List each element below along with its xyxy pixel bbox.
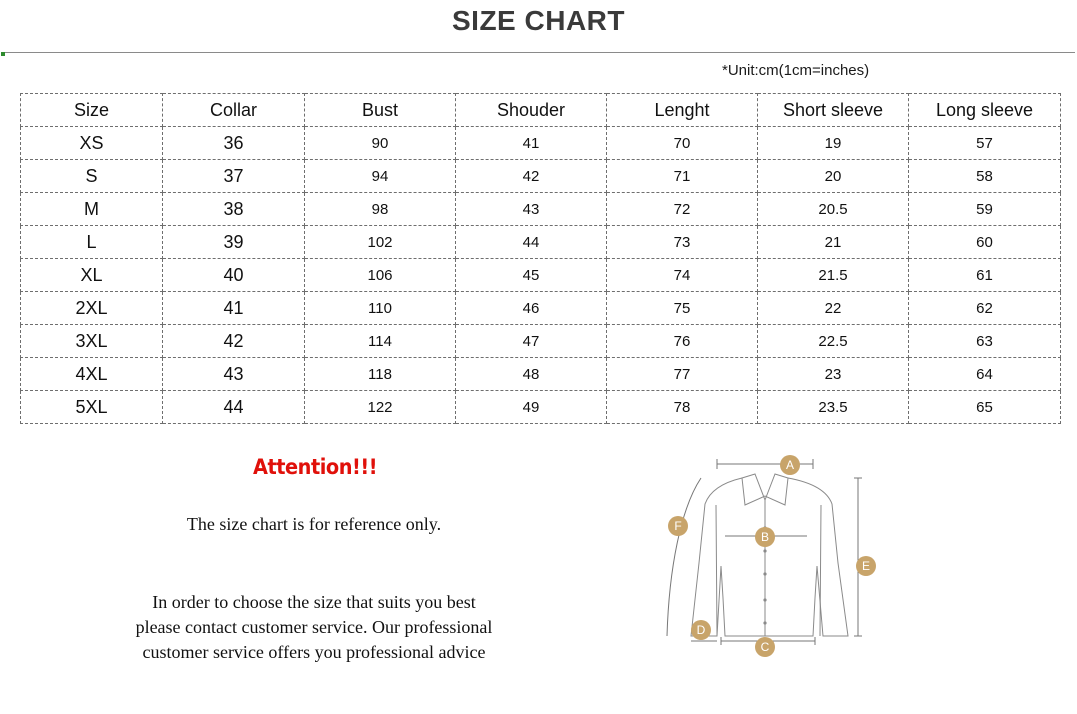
table-cell: 63 xyxy=(909,325,1061,358)
contact-note xyxy=(0,590,628,665)
table-cell: 41 xyxy=(456,127,607,160)
page-title: SIZE CHART xyxy=(452,5,625,36)
table-cell: 98 xyxy=(305,193,456,226)
table-cell: 61 xyxy=(909,259,1061,292)
table-cell: 36 xyxy=(163,127,305,160)
table-cell: 57 xyxy=(909,127,1061,160)
table-cell: 38 xyxy=(163,193,305,226)
table-cell: 43 xyxy=(163,358,305,391)
table-cell: 23.5 xyxy=(758,391,909,424)
marker-a-label: A xyxy=(785,458,795,472)
table-row xyxy=(21,259,1061,292)
marker-b-label: B xyxy=(760,530,770,544)
table-row xyxy=(21,325,1061,358)
title-divider xyxy=(2,52,1075,53)
table-cell: L xyxy=(21,226,163,259)
table-row xyxy=(21,391,1061,424)
corner-mark xyxy=(1,52,5,56)
header-long-sleeve: Long sleeve xyxy=(909,94,1061,127)
table-cell: 43 xyxy=(456,193,607,226)
contact-note-line: please contact customer service. Our professional xyxy=(135,617,493,637)
table-cell: 37 xyxy=(163,160,305,193)
table-row xyxy=(21,127,1061,160)
contact-note-line: In order to choose the size that suits you best xyxy=(152,592,476,612)
table-cell: 48 xyxy=(456,358,607,391)
table-cell: 94 xyxy=(305,160,456,193)
table-cell: 76 xyxy=(607,325,758,358)
table-cell: 3XL xyxy=(21,325,163,358)
header-collar: Collar xyxy=(163,94,305,127)
table-cell: 47 xyxy=(456,325,607,358)
marker-f-label: F xyxy=(674,519,682,533)
table-cell: 49 xyxy=(456,391,607,424)
measure-line-e xyxy=(854,478,862,636)
table-cell: 39 xyxy=(163,226,305,259)
header-shoulder: Shouder xyxy=(456,94,607,127)
header-length: Lenght xyxy=(607,94,758,127)
table-cell: 22 xyxy=(758,292,909,325)
unit-note: *Unit:cm(1cm=inches) xyxy=(722,62,870,79)
measure-line-f xyxy=(667,478,701,636)
table-cell: 73 xyxy=(607,226,758,259)
table-cell: 20.5 xyxy=(758,193,909,226)
header-size: Size xyxy=(21,94,163,127)
table-row xyxy=(21,160,1061,193)
table-cell: 74 xyxy=(607,259,758,292)
shirt-body xyxy=(691,478,848,636)
table-cell: XS xyxy=(21,127,163,160)
table-cell: 77 xyxy=(607,358,758,391)
table-cell: 19 xyxy=(758,127,909,160)
table-row xyxy=(21,193,1061,226)
table-cell: 42 xyxy=(163,325,305,358)
reference-note: The size chart is for reference only. xyxy=(186,514,442,534)
table-cell: 78 xyxy=(607,391,758,424)
header-bust: Bust xyxy=(305,94,456,127)
table-cell: 65 xyxy=(909,391,1061,424)
table-cell: 62 xyxy=(909,292,1061,325)
table-cell: XL xyxy=(21,259,163,292)
contact-note-line: customer service offers you professional advice xyxy=(142,642,486,662)
table-cell: 21.5 xyxy=(758,259,909,292)
table-cell: 44 xyxy=(163,391,305,424)
table-cell: 64 xyxy=(909,358,1061,391)
table-cell: 75 xyxy=(607,292,758,325)
marker-d-label: D xyxy=(696,623,706,637)
table-cell: 110 xyxy=(305,292,456,325)
table-cell: 41 xyxy=(163,292,305,325)
table-cell: M xyxy=(21,193,163,226)
table-header-row xyxy=(21,94,1061,127)
table-cell: 42 xyxy=(456,160,607,193)
table-cell: 58 xyxy=(909,160,1061,193)
table-cell: 90 xyxy=(305,127,456,160)
table-cell: 45 xyxy=(456,259,607,292)
table-row xyxy=(21,292,1061,325)
header-short-sleeve: Short sleeve xyxy=(758,94,909,127)
marker-e-label: E xyxy=(861,559,871,573)
table-cell: 2XL xyxy=(21,292,163,325)
table-cell: S xyxy=(21,160,163,193)
table-row xyxy=(21,226,1061,259)
table-cell: 23 xyxy=(758,358,909,391)
shirt-seams xyxy=(716,505,821,636)
table-cell: 44 xyxy=(456,226,607,259)
table-cell: 102 xyxy=(305,226,456,259)
table-cell: 71 xyxy=(607,160,758,193)
table-cell: 118 xyxy=(305,358,456,391)
table-cell: 4XL xyxy=(21,358,163,391)
marker-c-label: C xyxy=(760,640,770,654)
table-cell: 60 xyxy=(909,226,1061,259)
table-cell: 40 xyxy=(163,259,305,292)
table-cell: 22.5 xyxy=(758,325,909,358)
table-cell: 72 xyxy=(607,193,758,226)
table-cell: 20 xyxy=(758,160,909,193)
table-cell: 21 xyxy=(758,226,909,259)
table-cell: 46 xyxy=(456,292,607,325)
size-table xyxy=(20,93,1061,424)
table-cell: 5XL xyxy=(21,391,163,424)
table-cell: 122 xyxy=(305,391,456,424)
table-row xyxy=(21,358,1061,391)
table-cell: 114 xyxy=(305,325,456,358)
table-cell: 106 xyxy=(305,259,456,292)
attention-heading: Attention!!! xyxy=(253,455,378,479)
shirt-measurement-diagram xyxy=(655,448,885,663)
table-cell: 59 xyxy=(909,193,1061,226)
table-cell: 70 xyxy=(607,127,758,160)
